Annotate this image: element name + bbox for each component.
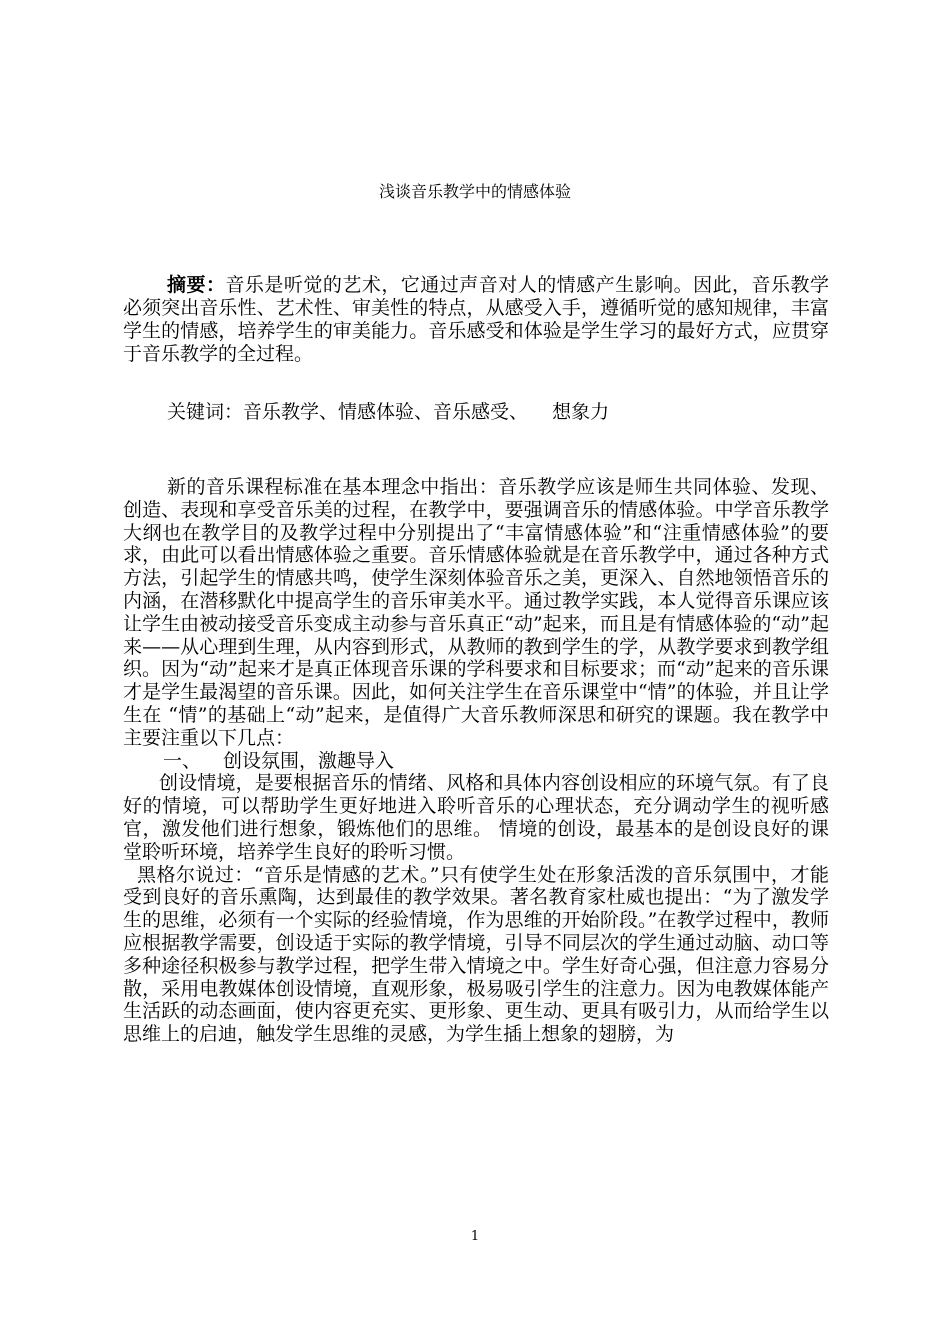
section-heading [123,750,829,773]
hegel-paragraph: 黑格尔说过：“音乐是情感的艺术。”只有使学生处在形象活泼的音乐氛围中，才能受到良好的音乐熏陶，达到最佳的教学效果。著名教育家杜威也提出：“为了激发学生的思维，必须有一个实际的经验情境，作为思维的开始阶段。”在教学过程中，教师应根据教学需要，创设适于实际的教学情境，引导不同层次的学生通过动脑、动口等多种途径积极参与教学过程，把学生带入情境之中。学生好奇心强，但注意力容易分散，采用电教媒体创设情境，直观形象，极易吸引学生的注意力。因为电教媒体能产生活跃的动态画面，使内容更充实、更形象、更生动、更具有吸引力，从而给学生以思维上的启迪，触发学生思维的灵感，为学生插上想象的翅膀，为 [123,863,829,1046]
body-text [123,476,829,1046]
document-title: 浅谈音乐教学中的情感体验 [378,182,571,201]
intro-paragraph: 新的音乐课程标准在基本理念中指出：音乐教学应该是师生共同体验、发现、创造、表现和享受音乐美的过程，在教学中，要强调音乐的情感体验。中学音乐教学大纲也在教学目的及教学过程中分别提出了“丰富情感体验”和“注重情感体验”的要求，由此可以看出情感体验之重要。音乐情感体验就是在音乐教学中，通过各种方式方法，引起学生的情感共鸣，使学生深刻体验音乐之美，更深入、自然地领悟音乐的内涵，在潜移默化中提高学生的音乐审美水平。通过教学实践，本人觉得音乐课应该让学生由被动接受音乐变成主动参与音乐真正“动”起来，而且是有情感体验的“动”起来——从心理到生理，从内容到形式，从教师的教到学生的学，从教学要求到教学组织。因为“动”起来才是真正体现音乐课的学科要求和目标要求；而“动”起来的音乐课才是学生最渴望的音乐课。因此，如何关注学生在音乐课堂中“情”的体验，并且让学生在 “情”的基础上“动”起来，是值得广大音乐教师深思和研究的课题。我在教学中主要注重以下几点： [123,476,829,749]
abstract-text: 音乐是听觉的艺术，它通过声音对人的情感产生影响。因此，音乐教学必须突出音乐性、艺术性、审美性的特点，从感受入手，遵循听觉的感知规律，丰富学生的情感，培养学生的审美能力。音乐感受和体验是学生学习的最好方式，应贯穿于音乐教学的全过程。 [123,274,829,365]
page-number: 1 [470,1229,480,1244]
keywords-label: 关键词： [167,401,244,423]
keywords [167,401,827,424]
section-title: 创设氛围，激趣导入 [223,749,395,772]
abstract [123,274,829,366]
context-paragraph: 创设情境，是要根据音乐的情绪、风格和具体内容创设相应的环境气氛。有了良好的情境，可以帮助学生更好地进入聆听音乐的心理状态，充分调动学生的视听感官，激发他们进行想象，锻炼他们的思维。 情境的创设，最基本的是创设良好的课堂聆听环境，培养学生良好的聆听习惯。 [123,772,829,863]
section-number: 一、 [163,749,202,772]
keywords-text: 音乐教学、情感体验、音乐感受、 想象力 [243,401,610,423]
abstract-label: 摘要： [167,274,226,296]
